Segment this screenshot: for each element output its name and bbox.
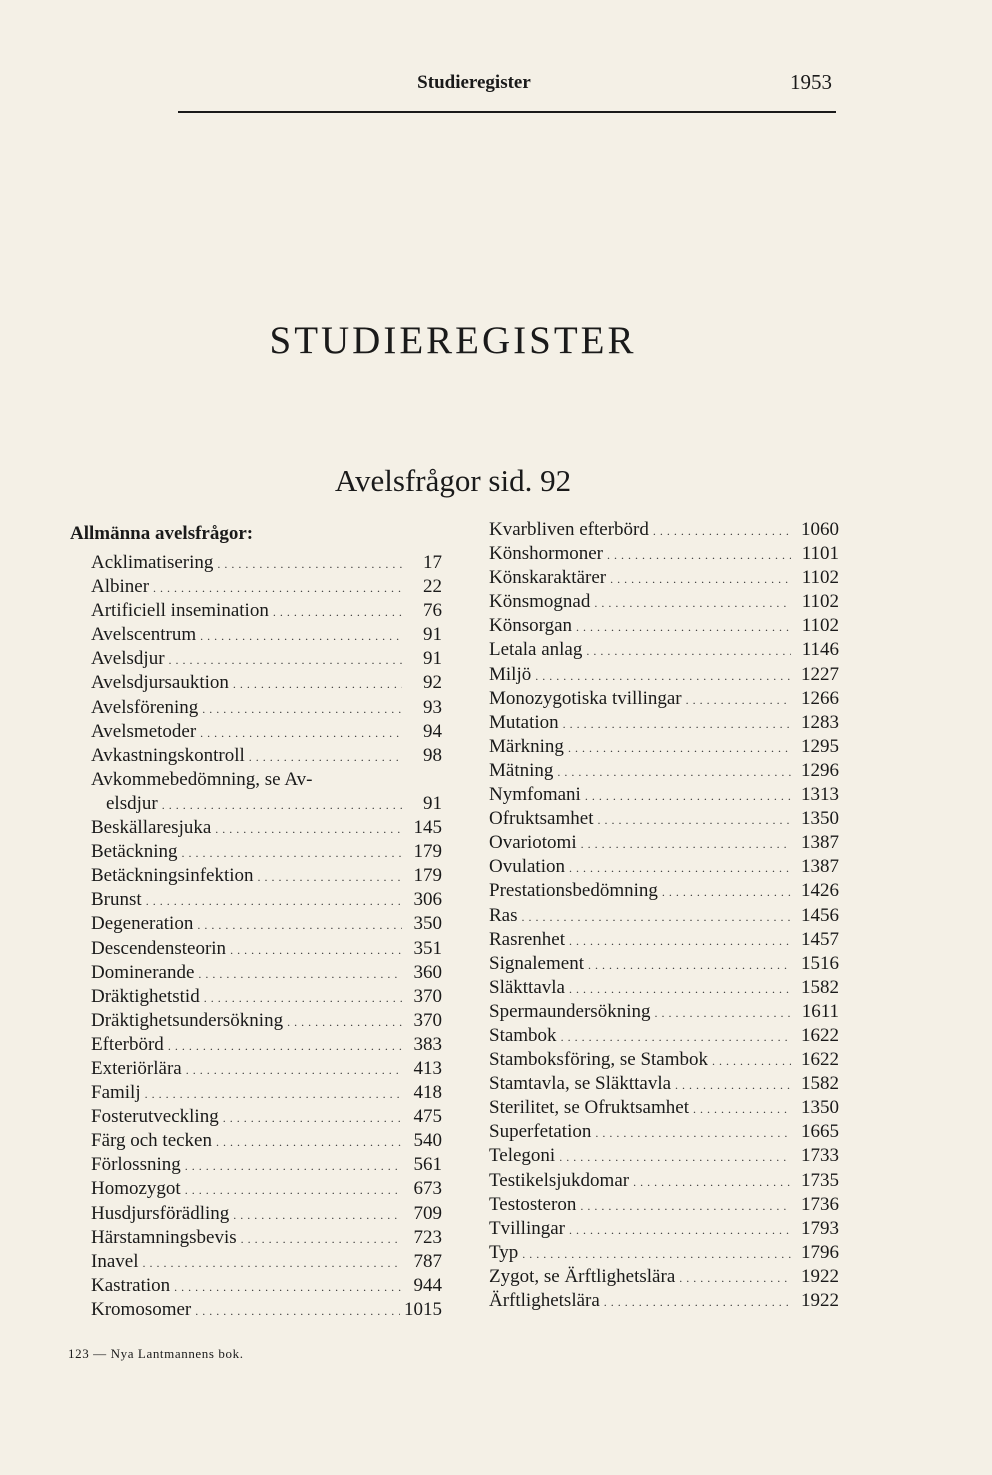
index-entry	[489, 1144, 839, 1168]
dot-leader	[185, 1153, 402, 1177]
dot-leader	[653, 518, 791, 542]
index-term: Inavel	[91, 1250, 139, 1272]
index-page-number: 91	[423, 792, 442, 814]
index-page-number: 76	[423, 600, 442, 622]
index-entry	[489, 1000, 839, 1024]
index-term: Superfetation	[489, 1121, 592, 1143]
index-term: Signalement	[489, 952, 584, 974]
index-page-number: 1227	[801, 663, 839, 685]
index-entry	[70, 696, 442, 720]
index-term: Könskaraktärer	[489, 567, 607, 589]
index-term: Mutation	[489, 711, 559, 733]
index-page-number: 370	[413, 1009, 442, 1031]
index-page-number: 22	[423, 576, 442, 598]
dot-leader	[693, 1096, 791, 1120]
index-page-number: 383	[413, 1033, 442, 1055]
running-head-year: 1953	[790, 70, 832, 94]
index-entry	[70, 1153, 442, 1177]
index-entry	[489, 638, 839, 662]
index-page-number: 1102	[801, 591, 839, 613]
index-entry	[70, 864, 442, 888]
index-term: Homozygot	[91, 1178, 181, 1200]
index-term: Härstamningsbevis	[91, 1226, 237, 1248]
index-entry	[489, 879, 839, 903]
index-term: Degeneration	[91, 913, 194, 935]
index-entry	[70, 888, 442, 912]
index-page-number: 1283	[801, 711, 839, 733]
dot-leader	[569, 855, 791, 879]
index-entry	[70, 792, 442, 816]
index-term: Typ	[489, 1241, 519, 1263]
index-page-number: 1736	[801, 1193, 839, 1215]
dot-leader	[216, 1129, 402, 1153]
dot-leader	[202, 696, 402, 720]
index-entry	[489, 976, 839, 1000]
index-term: Ärftlighetslära	[489, 1290, 600, 1311]
dot-leader	[142, 1250, 402, 1274]
index-entry	[489, 1072, 839, 1096]
index-page-number: 723	[413, 1226, 442, 1248]
dot-leader	[195, 1298, 400, 1322]
dot-leader	[569, 1217, 791, 1241]
dot-leader	[273, 599, 402, 623]
index-page-number: 1582	[801, 976, 839, 998]
column-heading: Allmänna avelsfrågor:	[70, 523, 254, 544]
index-term: Brunst	[91, 889, 142, 911]
dot-leader	[146, 888, 402, 912]
index-term: Testosteron	[489, 1193, 577, 1215]
dot-leader	[241, 1226, 402, 1250]
dot-leader	[287, 1009, 402, 1033]
index-page-number: 1426	[801, 880, 839, 902]
index-entry	[489, 831, 839, 855]
index-entry	[489, 663, 839, 687]
index-term: Ovulation	[489, 856, 565, 878]
dot-leader	[712, 1048, 791, 1072]
dot-leader	[594, 590, 791, 614]
index-term: Miljö	[489, 663, 532, 685]
index-term: Kvarbliven efterbörd	[489, 519, 649, 540]
dot-leader	[168, 1033, 402, 1057]
index-page-number: 1101	[801, 543, 839, 565]
index-term: Prestationsbedömning	[489, 880, 658, 902]
index-page-number: 673	[413, 1178, 442, 1200]
index-term: Letala anlag	[489, 639, 583, 661]
dot-leader	[581, 831, 791, 855]
index-entry	[489, 904, 839, 928]
index-entry	[489, 566, 839, 590]
index-entry	[70, 575, 442, 599]
dot-leader	[217, 551, 402, 575]
dot-leader	[576, 614, 791, 638]
page-title: STUDIEREGISTER	[269, 319, 637, 362]
index-entry	[70, 647, 442, 671]
index-page-number: 475	[413, 1106, 442, 1128]
index-term: Avelsdjur	[91, 648, 165, 670]
index-page-number: 91	[423, 648, 442, 670]
index-page-number: 1733	[801, 1145, 839, 1167]
dot-leader	[258, 864, 402, 888]
index-term: Färg och tecken	[91, 1130, 212, 1152]
index-list	[70, 551, 442, 768]
dot-leader	[679, 1265, 791, 1289]
index-entry	[70, 840, 442, 864]
index-entry	[70, 816, 442, 840]
index-term: Monozygotiska tvillingar	[489, 687, 682, 709]
dot-leader	[559, 1144, 791, 1168]
dot-leader	[230, 937, 402, 961]
dot-leader	[186, 1057, 402, 1081]
dot-leader	[633, 1169, 791, 1193]
index-page-number: 944	[413, 1274, 442, 1296]
index-list	[489, 518, 839, 1313]
index-page-number: 1295	[801, 735, 839, 757]
dot-leader	[174, 1274, 402, 1298]
index-entry	[70, 912, 442, 936]
index-term: Kromosomer	[91, 1298, 192, 1320]
index-term: Stamboksföring, se Stambok	[489, 1049, 709, 1071]
index-term: Stamtavla, se Släkttavla	[489, 1073, 672, 1095]
index-page-number: 17	[423, 552, 442, 573]
index-page-number: 92	[423, 672, 442, 694]
dot-leader	[169, 647, 402, 671]
index-entry	[489, 807, 839, 831]
index-entry	[70, 1250, 442, 1274]
index-term: Stambok	[489, 1024, 557, 1046]
index-page-number: 145	[413, 817, 442, 839]
index-entry	[489, 1024, 839, 1048]
index-page-number: 1350	[801, 1097, 839, 1119]
index-page-number: 1922	[801, 1265, 839, 1287]
dot-leader	[610, 566, 791, 590]
index-page-number: 1296	[801, 759, 839, 781]
index-entry	[489, 1241, 839, 1265]
index-term: Familj	[91, 1082, 141, 1104]
index-page-number: 1516	[801, 952, 839, 974]
index-term: Tvillingar	[489, 1217, 565, 1239]
index-term: Avelscentrum	[91, 624, 197, 646]
dot-leader	[597, 807, 791, 831]
index-page-number: 179	[413, 841, 442, 863]
dot-leader	[223, 1105, 402, 1129]
index-term: Märkning	[489, 735, 564, 757]
dot-leader	[675, 1072, 791, 1096]
dot-leader	[586, 638, 791, 662]
index-page-number: 540	[413, 1130, 442, 1152]
index-entry	[489, 759, 839, 783]
index-term: Kastration	[91, 1274, 171, 1296]
index-entry	[489, 735, 839, 759]
index-term: Könshormoner	[489, 543, 603, 565]
index-entry	[489, 1289, 839, 1313]
dot-leader	[561, 1024, 791, 1048]
dot-leader	[654, 1000, 791, 1024]
index-entry	[70, 1274, 442, 1298]
index-page-number: 1350	[801, 808, 839, 830]
dot-leader	[522, 904, 792, 928]
dot-leader	[686, 687, 791, 711]
index-term: Rasrenhet	[489, 928, 565, 950]
dot-leader	[580, 1193, 791, 1217]
index-page-number: 1387	[801, 832, 839, 854]
index-entry	[70, 985, 442, 1009]
index-page-number: 370	[413, 985, 442, 1007]
index-entry	[70, 720, 442, 744]
dot-leader	[569, 928, 791, 952]
index-entry	[489, 542, 839, 566]
index-page-number: 1622	[801, 1049, 839, 1071]
index-term: Ras	[489, 904, 518, 926]
index-term: Descendensteorin	[91, 937, 227, 959]
index-page-number: 1611	[801, 1000, 839, 1022]
index-page-number: 418	[413, 1082, 442, 1104]
index-column-right	[489, 518, 839, 1313]
index-term: Betäckningsinfektion	[91, 865, 254, 887]
index-entry	[489, 1193, 839, 1217]
running-head-title: Studieregister	[417, 72, 531, 93]
index-page-number: 1102	[801, 615, 839, 637]
index-term: Exteriörlära	[91, 1057, 182, 1079]
index-page-number: 1456	[801, 904, 839, 926]
index-entry	[489, 855, 839, 879]
index-entry	[70, 1081, 442, 1105]
dot-leader	[557, 759, 791, 783]
index-term: Dräktighetstid	[91, 985, 200, 1007]
index-term: Artificiell insemination	[91, 600, 269, 622]
index-page-number: 413	[413, 1057, 442, 1079]
index-entry	[489, 1265, 839, 1289]
index-entry	[489, 783, 839, 807]
index-entry	[489, 928, 839, 952]
index-entry	[489, 711, 839, 735]
index-term: Albiner	[91, 576, 150, 598]
index-page-number: 1793	[801, 1217, 839, 1239]
index-term: Avelsförening	[91, 696, 199, 718]
index-entry	[70, 961, 442, 985]
index-entry	[489, 1120, 839, 1144]
index-term: Avkommebedömning, se Av-	[91, 768, 313, 790]
index-page-number: 1146	[801, 639, 839, 661]
index-term: Zygot, se Ärftlighetslära	[489, 1265, 676, 1287]
index-list	[70, 816, 442, 1322]
index-term: Avelsmetoder	[91, 720, 197, 742]
index-term: Efterbörd	[91, 1033, 164, 1055]
running-head	[94, 70, 834, 100]
index-entry	[70, 671, 442, 695]
index-page-number: 1457	[801, 928, 839, 950]
index-entry	[489, 614, 839, 638]
index-entry	[70, 1226, 442, 1250]
section-title: Avelsfrågor sid. 92	[334, 463, 572, 498]
dot-leader	[607, 542, 791, 566]
index-entry	[489, 1048, 839, 1072]
index-page-number: 350	[413, 913, 442, 935]
dot-leader	[185, 1177, 402, 1201]
index-term: Släkttavla	[489, 976, 565, 998]
dot-leader	[145, 1081, 402, 1105]
index-column-left	[70, 520, 442, 1322]
index-entry	[70, 937, 442, 961]
index-term: elsdjur	[106, 792, 158, 814]
dot-leader	[200, 720, 402, 744]
dot-leader	[249, 744, 402, 768]
dot-leader	[200, 623, 402, 647]
index-page-number: 1735	[801, 1169, 839, 1191]
index-term: Avkastningskontroll	[91, 744, 245, 766]
dot-leader	[585, 783, 791, 807]
index-term: Dominerande	[91, 961, 195, 983]
index-page-number: 1665	[801, 1121, 839, 1143]
index-entry	[70, 1009, 442, 1033]
index-term: Mätning	[489, 759, 554, 781]
index-page-number: 1266	[801, 687, 839, 709]
index-entry	[489, 1217, 839, 1241]
index-entry	[70, 551, 442, 575]
index-entry	[70, 623, 442, 647]
index-page-number: 93	[423, 696, 442, 718]
header-rule	[178, 111, 836, 113]
index-entry	[70, 1298, 442, 1322]
index-term: Förlossning	[91, 1154, 181, 1176]
index-page-number: 179	[413, 865, 442, 887]
index-entry	[70, 599, 442, 623]
index-entry-wrapped	[70, 768, 442, 816]
index-term: Dräktighetsundersökning	[91, 1009, 284, 1031]
dot-leader	[535, 663, 791, 687]
index-page-number: 351	[413, 937, 442, 959]
dot-leader	[588, 952, 791, 976]
dot-leader	[204, 985, 402, 1009]
index-entry	[489, 952, 839, 976]
index-term: Ovariotomi	[489, 832, 577, 854]
index-term: Könsmognad	[489, 591, 591, 613]
index-entry	[70, 744, 442, 768]
index-page-number: 306	[413, 889, 442, 911]
index-entry	[489, 1169, 839, 1193]
index-term: Fosterutveckling	[91, 1106, 219, 1128]
index-entry	[489, 590, 839, 614]
index-entry	[70, 1129, 442, 1153]
index-page-number: 1582	[801, 1073, 839, 1095]
dot-leader	[563, 711, 791, 735]
dot-leader	[568, 735, 791, 759]
index-page-number: 561	[413, 1154, 442, 1176]
index-entry	[70, 1105, 442, 1129]
index-term: Avelsdjursauktion	[91, 672, 229, 694]
dot-leader	[162, 792, 402, 816]
index-page-number: 1922	[801, 1290, 839, 1311]
index-page-number: 1622	[801, 1024, 839, 1046]
dot-leader	[662, 879, 791, 903]
index-page-number: 1387	[801, 856, 839, 878]
dot-leader	[182, 840, 402, 864]
index-page-number: 787	[413, 1250, 442, 1272]
index-page-number: 709	[413, 1202, 442, 1224]
index-entry	[70, 1177, 442, 1201]
index-term: Könsorgan	[489, 615, 573, 637]
index-page-number: 1796	[801, 1241, 839, 1263]
index-term: Ofruktsamhet	[489, 808, 594, 830]
dot-leader	[233, 1202, 402, 1226]
index-page-number: 1102	[801, 567, 839, 589]
index-entry	[489, 1096, 839, 1120]
dot-leader	[522, 1241, 791, 1265]
index-page-number: 360	[413, 961, 442, 983]
dot-leader	[198, 961, 402, 985]
dot-leader	[569, 976, 791, 1000]
index-term: Acklimatisering	[91, 552, 214, 573]
index-page-number: 91	[423, 624, 442, 646]
index-term: Beskällaresjuka	[91, 817, 212, 839]
dot-leader	[215, 816, 402, 840]
index-entry	[70, 1033, 442, 1057]
index-page-number: 1060	[801, 519, 839, 540]
index-page-number: 94	[423, 720, 442, 742]
dot-leader	[197, 912, 402, 936]
index-term: Betäckning	[91, 841, 178, 863]
index-entry	[70, 1202, 442, 1226]
index-term: Spermaundersökning	[489, 1000, 651, 1022]
index-term: Sterilitet, se Ofruktsamhet	[489, 1097, 689, 1119]
dot-leader	[595, 1120, 791, 1144]
index-term: Husdjursförädling	[91, 1202, 230, 1224]
page-footer: 123 — Nya Lantmannens bok.	[68, 1346, 244, 1361]
index-page-number: 1313	[801, 784, 839, 806]
index-page-number: 98	[423, 744, 442, 766]
index-entry-line	[70, 768, 442, 792]
index-page-number: 1015	[404, 1298, 442, 1320]
dot-leader	[233, 671, 402, 695]
index-entry	[489, 518, 839, 542]
dot-leader	[604, 1289, 791, 1313]
index-entry	[489, 687, 839, 711]
index-entry	[70, 1057, 442, 1081]
index-term: Telegoni	[489, 1145, 556, 1167]
index-term: Testikelsjukdomar	[489, 1169, 630, 1191]
index-term: Nymfomani	[489, 784, 581, 806]
dot-leader	[153, 575, 402, 599]
